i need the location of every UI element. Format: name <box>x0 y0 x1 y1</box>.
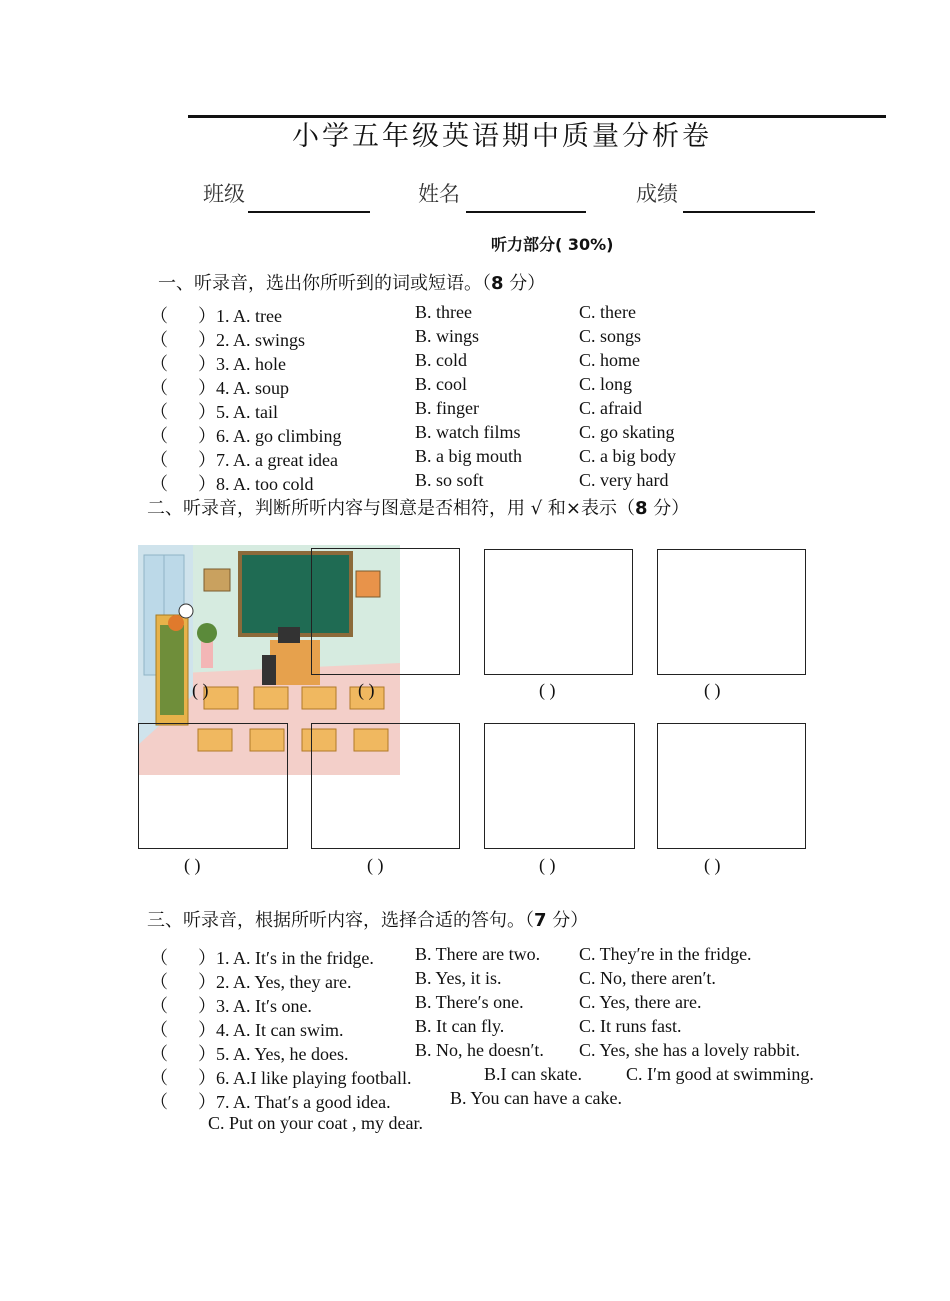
option-c: C. go skating <box>579 422 675 442</box>
question-row <box>0 326 950 350</box>
question-row <box>0 1088 950 1112</box>
option-b: B. wings <box>415 326 480 346</box>
picture-box-6 <box>311 723 460 849</box>
answer-paren[interactable]: （ <box>150 996 168 1016</box>
option-b: B. No, he doesn′t. <box>415 1040 544 1060</box>
section1-heading-text: 一、听录音，选出你所听到的词或短语。（ <box>158 273 491 294</box>
option-a: ）7. A. a great idea <box>198 450 338 470</box>
answer-blank-3[interactable]: ( ) <box>539 680 556 700</box>
option-a: ）3. A. hole <box>198 354 286 374</box>
option-b: B. cool <box>415 374 467 394</box>
answer-blank-5[interactable]: ( ) <box>184 855 201 875</box>
option-b: B. a big mouth <box>415 446 522 466</box>
option-a: ）1. A. tree <box>198 306 282 326</box>
picture-box-3 <box>484 549 633 675</box>
answer-paren[interactable]: （ <box>150 450 168 470</box>
section3-points-suffix: 分） <box>546 910 589 931</box>
question-row <box>0 968 950 992</box>
question-row <box>0 422 950 446</box>
picture-box-5 <box>138 723 288 849</box>
section3-q7-option-c: C. Put on your coat , my dear. <box>208 1113 423 1133</box>
picture-box-7 <box>484 723 635 849</box>
listening-heading: 听力部分( 30%) <box>491 235 614 254</box>
answer-paren[interactable]: （ <box>150 1068 168 1088</box>
answer-paren[interactable]: （ <box>150 1044 168 1064</box>
option-b: B. three <box>415 302 472 322</box>
answer-paren[interactable]: （ <box>150 1020 168 1040</box>
answer-paren[interactable]: （ <box>150 330 168 350</box>
option-a: ）5. A. tail <box>198 402 278 422</box>
option-b: B. so soft <box>415 470 484 490</box>
answer-blank-8[interactable]: ( ) <box>704 855 721 875</box>
question-row <box>0 374 950 398</box>
option-b: B. Yes, it is. <box>415 968 502 988</box>
option-c: C. there <box>579 302 636 322</box>
option-b: B. There′s one. <box>415 992 524 1012</box>
option-a: ）7. A. That′s a good idea. <box>198 1092 391 1112</box>
answer-paren[interactable]: （ <box>150 1092 168 1112</box>
answer-paren[interactable]: （ <box>150 354 168 374</box>
option-c: C. No, there aren′t. <box>579 968 716 988</box>
picture-box-2 <box>311 548 460 675</box>
section2-points: 8 <box>635 498 648 519</box>
option-c: C. afraid <box>579 398 642 418</box>
option-a: ）4. A. soup <box>198 378 290 398</box>
answer-paren[interactable]: （ <box>150 402 168 422</box>
section2-points-suffix: 分） <box>647 498 690 519</box>
answer-blank-7[interactable]: ( ) <box>539 855 556 875</box>
option-c: C. It runs fast. <box>579 1016 682 1036</box>
answer-paren[interactable]: （ <box>150 972 168 992</box>
section3-heading-text: 三、听录音，根据所听内容，选择合适的答句。（ <box>147 910 534 931</box>
section1-points-suffix: 分） <box>503 273 546 294</box>
name-label: 姓名 <box>418 182 460 206</box>
option-c: C. a big body <box>579 446 676 466</box>
answer-paren[interactable]: （ <box>150 378 168 398</box>
option-a: ）6. A.I like playing football. <box>198 1068 412 1088</box>
option-a: ）3. A. It′s one. <box>198 996 312 1016</box>
picture-box-8 <box>657 723 806 849</box>
option-a: ）1. A. It′s in the fridge. <box>198 948 374 968</box>
question-row <box>0 1040 950 1064</box>
option-c: C. long <box>579 374 633 394</box>
option-a: ）2. A. swings <box>198 330 306 350</box>
option-b: B. You can have a cake. <box>450 1088 622 1108</box>
section1-points: 8 <box>491 273 504 294</box>
option-c: C. Yes, there are. <box>579 992 702 1012</box>
section2-heading <box>147 494 689 520</box>
option-b: B.I can skate. <box>484 1064 582 1084</box>
option-c: C. very hard <box>579 470 669 490</box>
answer-paren[interactable]: （ <box>150 426 168 446</box>
option-c: C. They′re in the fridge. <box>579 944 752 964</box>
question-row <box>0 1016 950 1040</box>
section1-heading <box>158 269 545 295</box>
answer-blank-4[interactable]: ( ) <box>704 680 721 700</box>
class-label: 班级 <box>203 182 245 206</box>
option-a: ）5. A. Yes, he does. <box>198 1044 349 1064</box>
name-blank[interactable] <box>466 211 586 213</box>
score-blank[interactable] <box>683 211 815 213</box>
question-row <box>0 944 950 968</box>
option-a: ）8. A. too cold <box>198 474 314 494</box>
question-row <box>0 446 950 470</box>
option-b: B. watch films <box>415 422 521 442</box>
answer-blank-6[interactable]: ( ) <box>367 855 384 875</box>
picture-box-4 <box>657 549 806 675</box>
question-row <box>0 350 950 374</box>
question-row <box>0 992 950 1016</box>
question-row <box>0 470 950 494</box>
option-a: ）4. A. It can swim. <box>198 1020 344 1040</box>
score-label: 成绩 <box>636 182 678 206</box>
option-b: B. cold <box>415 350 467 370</box>
answer-paren[interactable]: （ <box>150 474 168 494</box>
option-c: C. I′m good at swimming. <box>626 1064 814 1084</box>
question-row <box>0 302 950 326</box>
question-row <box>0 1064 950 1088</box>
answer-paren[interactable]: （ <box>150 306 168 326</box>
answer-blank-2[interactable]: ( ) <box>358 680 375 700</box>
option-c: C. home <box>579 350 640 370</box>
option-b: B. It can fly. <box>415 1016 505 1036</box>
option-b: B. finger <box>415 398 479 418</box>
option-c: C. Yes, she has a lovely rabbit. <box>579 1040 800 1060</box>
section2-heading-text: 二、听录音，判断所听内容与图意是否相符，用 √ 和×表示（ <box>147 498 635 519</box>
answer-paren[interactable]: （ <box>150 948 168 968</box>
option-c: C. songs <box>579 326 642 346</box>
option-a: ）6. A. go climbing <box>198 426 342 446</box>
question-row <box>0 398 950 422</box>
section3-points: 7 <box>534 910 547 931</box>
option-b: B. There are two. <box>415 944 541 964</box>
class-blank[interactable] <box>248 211 370 213</box>
page-title: 小学五年级英语期中质量分析卷 <box>292 121 712 152</box>
answer-blank-1[interactable]: ( ) <box>192 680 209 700</box>
option-a: ）2. A. Yes, they are. <box>198 972 352 992</box>
section3-heading <box>147 906 588 932</box>
